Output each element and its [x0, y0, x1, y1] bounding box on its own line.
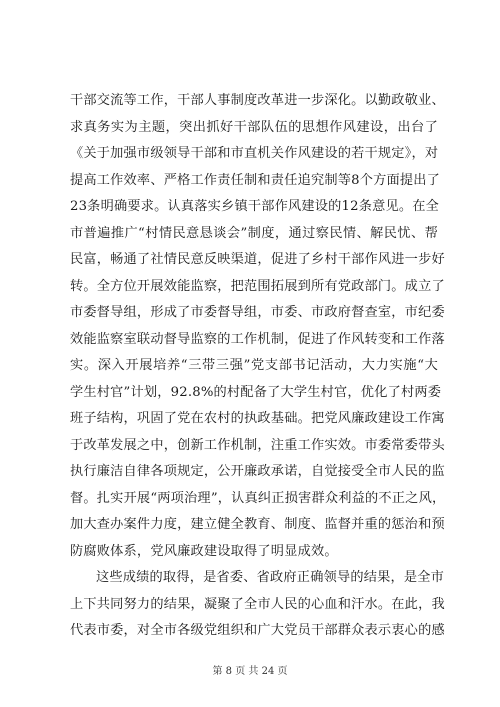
text-line: 效能监察室联动督导监察的工作机制，促进了作风转变和工作落 [70, 331, 445, 347]
text-line: 于改革发展之中，创新工作机制，注重工作实效。市委常委带头 [70, 437, 445, 453]
text-line: 干部交流等工作，干部人事制度改革进一步深化。以勤政敬业、 [70, 93, 445, 108]
text-line: 学生村官”计划，92.8%的村配备了大学生村官，优化了村两委 [70, 384, 442, 400]
text-line: 23条明确要求。认真落实乡镇干部作风建设的12条意见。在全 [70, 199, 440, 214]
paragraph-start-line: 这些成绩的取得，是省委、省政府正确领导的结果，是全市 [96, 570, 445, 585]
text-line: 班子结构，巩固了党在农村的执政基础。把党风廉政建设工作寓 [70, 411, 445, 426]
text-line: 《关于加强市级领导干部和市直机关作风建设的若干规定》，对 [70, 146, 439, 161]
text-line: 提高工作效率、严格工作责任制和责任追究制等8个方面提出了 [70, 172, 441, 188]
text-line: 民富，畅通了社情民意反映渠道，促进了乡村干部作风进一步好 [70, 252, 445, 267]
page-number-footer: 第 8 页 共 24 页 [212, 666, 288, 677]
text-line: 市委督导组，形成了市委督导组，市委、市政府督查室，市纪委 [70, 305, 445, 320]
text-line: 督。扎实开展“两项治理”，认真纠正损害群众利益的不正之风， [70, 490, 446, 506]
body-text [70, 88, 446, 645]
text-line: 上下共同努力的结果，凝聚了全市人民的心血和汗水。在此，我 [70, 596, 445, 612]
text-line: 加大查办案件力度，建立健全教育、制度、监督并重的惩治和预 [70, 517, 445, 532]
text-line: 求真务实为主题，突出抓好干部队伍的思想作风建设，出台了 [70, 119, 438, 135]
text-line: 执行廉洁自律各项规定，公开廉政承诺，自觉接受全市人民的监 [70, 464, 445, 479]
text-line: 转。全方位开展效能监察，把范围拓展到所有党政部门。成立了 [70, 278, 445, 294]
text-line: 市普遍推广“村情民意恳谈会”制度，通过察民情、解民忧、帮 [70, 225, 438, 241]
text-line: 代表市委，对全市各级党组织和广大党员干部群众表示衷心的感 [70, 623, 445, 638]
paragraph-end-line: 防腐败体系，党风廉政建设取得了明显成效。 [70, 543, 338, 559]
text-line: 实。深入开展培养“三带三强”党支部书记活动，大力实施“大 [70, 358, 438, 373]
